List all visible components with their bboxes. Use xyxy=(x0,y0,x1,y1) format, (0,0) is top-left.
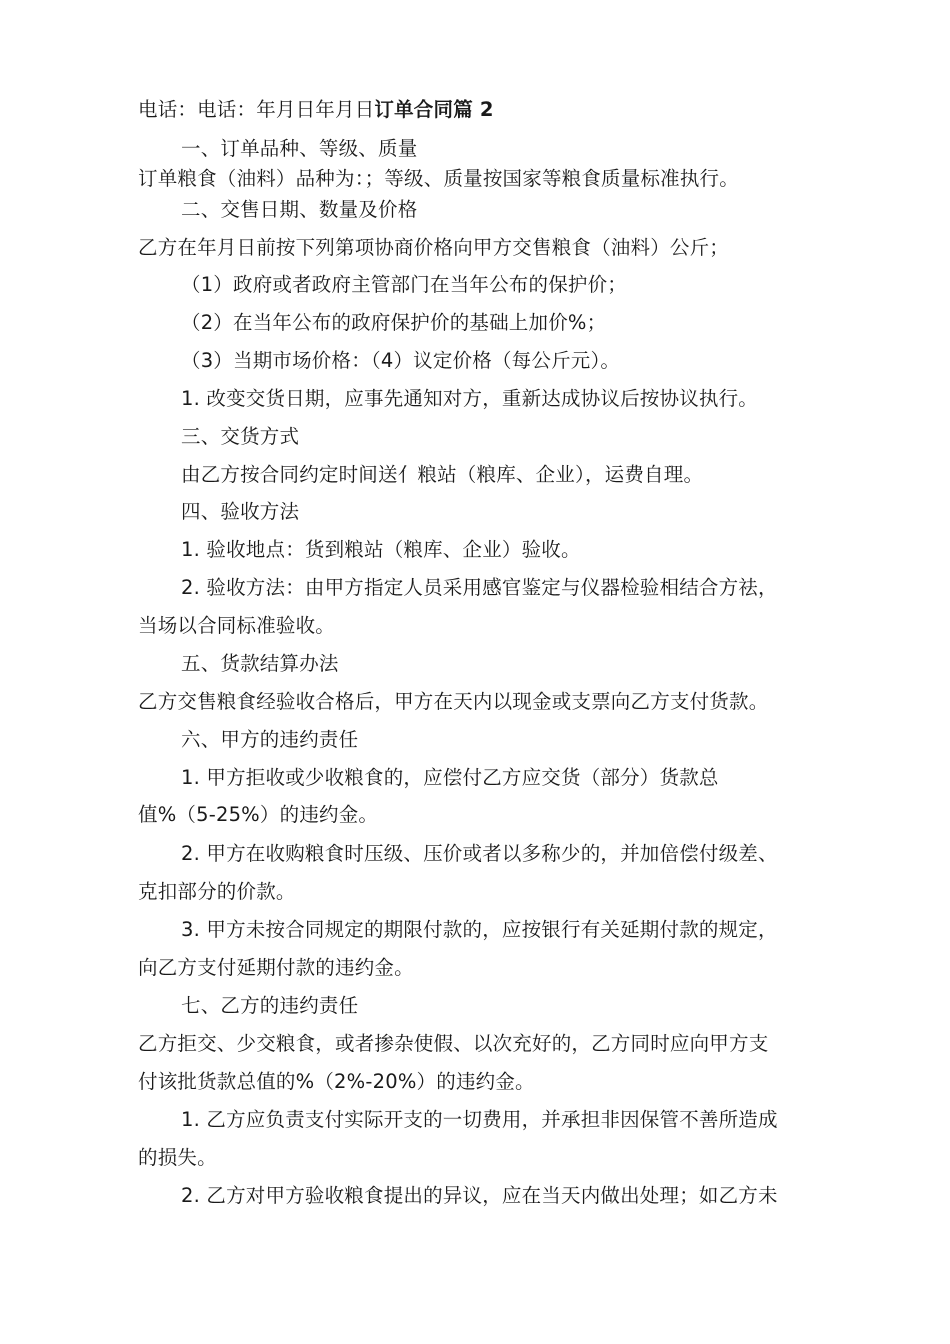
section-heading: 五、货款结算办法 xyxy=(181,652,339,675)
header-prefix: 电话：电话：年月日年月日 xyxy=(138,98,375,121)
paragraph-line: 乙方交售粮食经验收合格后，甲方在天内以现金或支票向乙方支付货款。 xyxy=(138,690,769,713)
paragraph-line: 乙方在年月日前按下列第项协商价格向甲方交售粮食（油料）公斤； xyxy=(138,236,730,259)
document-title: 订单合同篇 2 xyxy=(374,98,494,121)
paragraph-line: 由乙方按合同约定时间送⺅粮站（粮库、企业），运费自理。 xyxy=(181,463,704,486)
paragraph-line: 克扣部分的价款。 xyxy=(138,880,296,903)
paragraph-line: 向乙方支付延期付款的违约金。 xyxy=(138,956,414,979)
section-heading: 一、订单品种、等级、质量 xyxy=(181,137,418,160)
paragraph-line: 值%（5-25%）的违约金。 xyxy=(138,803,379,826)
list-item: （2）在当年公布的政府保护价的基础上加价%； xyxy=(181,311,607,334)
paragraph-line: 2. 验收方法：由甲方指定人员采用感官鉴定与仪器检验相结合方祛， xyxy=(181,576,778,599)
paragraph-line: 2. 乙方对甲方验收粮食提出的异议，应在当天内做出处理；如乙方未 xyxy=(181,1184,778,1207)
paragraph-line: 当场以合同标准验收。 xyxy=(138,614,336,637)
section-heading: 二、交售日期、数量及价格 xyxy=(181,198,418,221)
section-heading: 七、乙方的违约责任 xyxy=(181,994,359,1017)
document-header xyxy=(138,98,494,122)
paragraph-line: 1. 乙方应负责支付实际开支的一切费用，并承担非因保管不善所造成 xyxy=(181,1108,778,1131)
paragraph-line: 乙方拒交、少交粮食，或者掺杂使假、以次充好的，乙方同时应向甲方支 xyxy=(138,1032,769,1055)
paragraph-line: 1. 验收地点：货到粮站（粮库、企业）验收。 xyxy=(181,538,581,561)
section-heading: 三、交货方式 xyxy=(181,425,300,448)
paragraph-line: 3. 甲方未按合同规定的期限付款的，应按银行有关延期付款的规定， xyxy=(181,918,778,941)
paragraph-line: 的损失。 xyxy=(138,1146,217,1169)
section-heading: 六、甲方的违约责任 xyxy=(181,728,359,751)
paragraph-line: 2. 甲方在收购粮食时压级、压价或者以多称少的，并加倍偿付级差、 xyxy=(181,842,778,865)
paragraph-line: 1. 甲方拒收或少收粮食的，应偿付乙方应交货（部分）货款总 xyxy=(181,766,719,789)
section-heading: 四、验收方法 xyxy=(181,500,300,523)
paragraph-line: 1. 改变交货日期，应事先通知对方，重新达成协议后按协议执行。 xyxy=(181,387,759,410)
paragraph-line: 订单粮食（油料）品种为：；等级、质量按国家等粮食质量标准执行。 xyxy=(138,167,739,190)
paragraph-line: 付该批货款总值的%（2%-20%）的违约金。 xyxy=(138,1070,535,1093)
list-item: （1）政府或者政府主管部门在当年公布的保护价； xyxy=(181,273,628,296)
list-item: （3）当期市场价格：（4）议定价格（每公斤元）。 xyxy=(181,349,621,372)
